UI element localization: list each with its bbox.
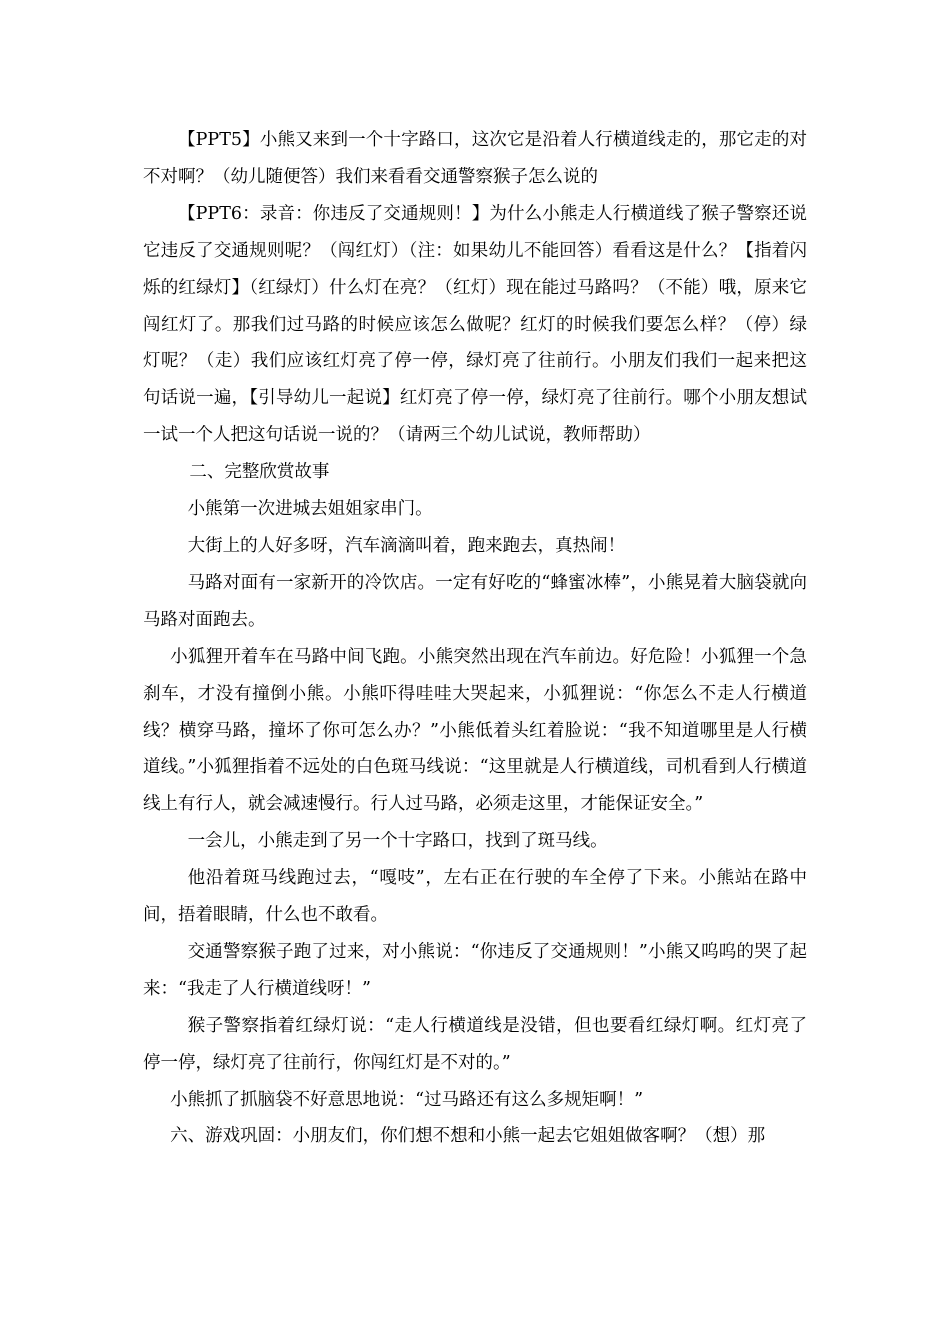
story-paragraph: 交通警察猴子跑了过来，对小熊说：“你违反了交通规则！”小熊又呜呜的哭了起来：“我走了人行横道线呀！” bbox=[143, 941, 807, 999]
paragraph-ppt5: 【PPT5】小熊又来到一个十字路口，这次它是沿着人行横道线走的，那它走的对不对啊？（幼儿随便答）我们来看看交通警察猴子怎么说的 bbox=[143, 130, 807, 187]
game-paragraph: 六、游戏巩固：小朋友们，你们想不想和小熊一起去它姐姐做客啊？（想）那 bbox=[170, 1126, 766, 1147]
story-paragraph: 小熊第一次进城去姐姐家串门。 bbox=[187, 499, 433, 520]
document-page bbox=[143, 122, 807, 1155]
story-paragraph: 大街上的人好多呀，汽车滴滴叫着，跑来跑去，真热闹！ bbox=[187, 535, 626, 556]
story-paragraph: 他沿着斑马线跑过去，“嘎吱”，左右正在行驶的车全停了下来。小熊站在路中间，捂着眼睛，什么也不敢看。 bbox=[143, 868, 807, 926]
section-heading: 二、完整欣赏故事 bbox=[189, 462, 330, 483]
story-paragraph: 猴子警察指着红绿灯说：“走人行横道线是没错，但也要看红绿灯啊。红灯亮了停一停，绿灯亮了往前行，你闯红灯是不对的。” bbox=[143, 1015, 807, 1073]
story-paragraph: 小熊抓了抓脑袋不好意思地说：“过马路还有这么多规矩啊！” bbox=[170, 1089, 644, 1110]
story-paragraph: 小狐狸开着车在马路中间飞跑。小熊突然出现在汽车前边。好危险！小狐狸一个急刹车，才没有撞倒小熊。小熊吓得哇哇大哭起来，小狐狸说：“你怎么不走人行横道线？横穿马路，撞坏了你可怎么办？”小熊低着头红着脸说：“我不知道哪里是人行横道线。”小狐狸指着不远处的白色斑马线说：“这里就是人行横道线，司机看到人行横道线上有行人，就会减速慢行。行人过马路，必须走这里，才能保证安全。” bbox=[143, 646, 807, 815]
story-paragraph: 马路对面有一家新开的冷饮店。一定有好吃的“蜂蜜冰棒”，小熊晃着大脑袋就向马路对面跑去。 bbox=[143, 572, 807, 630]
story-paragraph: 一会儿，小熊走到了另一个十字路口，找到了斑马线。 bbox=[187, 831, 608, 852]
paragraph-ppt6: 【PPT6：录音：你违反了交通规则！】为什么小熊走人行横道线了猴子警察还说它违反了交通规则呢？（闯红灯）（注：如果幼儿不能回答）看看这是什么？【指着闪烁的红绿灯】（红绿灯）什么灯在亮？（红灯）现在能过马路吗？（不能）哦，原来它闯红灯了。那我们过马路的时候应该怎么做呢？红灯的时候我们要怎么样？（停）绿灯呢？（走）我们应该红灯亮了停一停，绿灯亮了往前行。小朋友们我们一起来把这句话说一遍，【引导幼儿一起说】红灯亮了停一停，绿灯亮了往前行。哪个小朋友想试一试一个人把这句话说一说的？（请两三个幼儿试说，教师帮助） bbox=[143, 203, 807, 446]
